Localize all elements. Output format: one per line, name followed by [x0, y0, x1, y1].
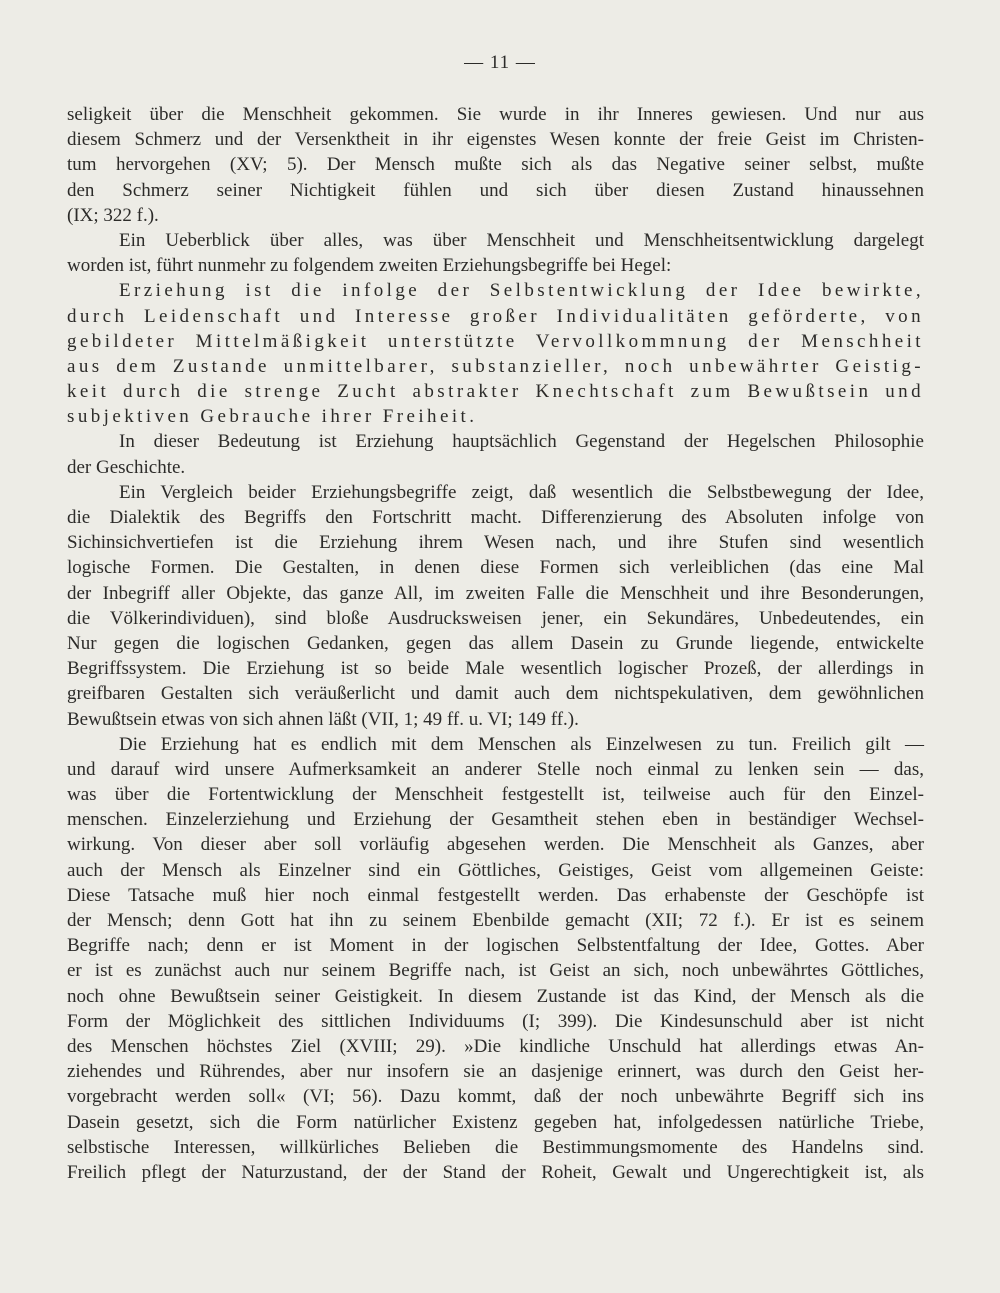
page-number: — 11 —: [464, 52, 536, 73]
text-line: logische Formen. Die Gestalten, in denen diese Formen sich verleiblichen (das eine Mal: [67, 557, 924, 579]
text-line: der Geschichte.: [67, 456, 186, 478]
text-line: Form der Möglichkeit des sittlichen Individuums (I; 399). Die Kindesunschuld aber ist nicht: [67, 1010, 924, 1032]
text-line: Sichinsichvertiefen ist die Erziehung ihrem Wesen nach, und ihre Stufen sind wesentlich: [67, 532, 924, 554]
text-line: Ein Vergleich beider Erziehungsbegriffe zeigt, daß wesentlich die Selbstbewegung der Idee,: [119, 481, 924, 503]
text-line: Begriffe nach; denn er ist Moment in der logischen Selbstentfaltung der Idee, Gottes. Aber: [67, 935, 924, 957]
text-line: der Inbegriff aller Objekte, das ganze All, im zweiten Falle die Menschheit und ihre Besonderungen,: [67, 582, 924, 604]
text-line: den Schmerz seiner Nichtigkeit fühlen und sich über diesen Zustand hinaussehnen: [67, 179, 924, 201]
text-line: noch ohne Bewußtsein seiner Geistigkeit. In diesem Zustande ist das Kind, der Mensch als die: [67, 985, 924, 1007]
text-line: was über die Fortentwicklung der Menschheit festgestellt ist, teilweise auch für den Einzel-: [67, 784, 924, 806]
text-line: vorgebracht werden soll« (VI; 56). Dazu kommt, daß der noch unbewährte Begriff sich ins: [67, 1086, 924, 1108]
body-text: [67, 102, 924, 1185]
text-line: In dieser Bedeutung ist Erziehung hauptsächlich Gegenstand der Hegelschen Philosophie: [119, 431, 924, 453]
text-line: Freilich pflegt der Naturzustand, der der Stand der Roheit, Gewalt und Ungerechtigkeit ist, als: [67, 1161, 924, 1183]
text-line: Diese Tatsache muß hier noch einmal festgestellt werden. Das erhabenste der Geschöpfe ist: [67, 884, 924, 906]
text-line: keit durch die strenge Zucht abstrakter Knechtschaft zum Bewußtsein und: [67, 381, 924, 403]
text-line: er ist es zunächst auch nur seinem Begriffe nach, ist Geist an sich, noch unbewährtes Göttliches,: [67, 960, 924, 982]
text-line: der Mensch; denn Gott hat ihn zu seinem Ebenbilde gemacht (XII; 72 f.). Er ist es seinem: [67, 910, 924, 931]
text-line: Erziehung ist die infolge der Selbstentwicklung der Idee bewirkte,: [119, 280, 924, 302]
text-line: seligkeit über die Menschheit gekommen. Sie wurde in ihr Inneres gewiesen. Und nur aus: [67, 104, 924, 125]
text-line: die Dialektik des Begriffs den Fortschritt macht. Differenzierung des Absoluten infolge von: [67, 507, 924, 528]
text-line: worden ist, führt nunmehr zu folgendem zweiten Erziehungsbegriffe bei Hegel:: [67, 255, 672, 277]
text-line: Die Erziehung hat es endlich mit dem Menschen als Einzelwesen zu tun. Freilich gilt —: [119, 733, 924, 755]
text-line: auch der Mensch als Einzelner sind ein Göttliches, Geistiges, Geist vom allgemeinen Geiste:: [67, 859, 924, 881]
text-line: die Völkerindividuen), sind bloße Ausdrucksweisen jener, ein Sekundäres, Unbedeutendes, ein: [67, 607, 924, 629]
text-line: (IX; 322 f.).: [67, 204, 159, 226]
text-line: Ein Ueberblick über alles, was über Menschheit und Menschheitsentwicklung dargelegt: [119, 229, 924, 251]
text-line: ziehendes und Rührendes, aber nur insofern sie an dasjenige erinnert, was durch den Geist her-: [67, 1061, 924, 1083]
text-line: und darauf wird unsere Aufmerksamkeit an anderer Stelle noch einmal zu lenken sein — das,: [67, 758, 924, 780]
text-line: Nur gegen die logischen Gedanken, gegen das allem Dasein zu Grunde liegende, entwickelte: [67, 632, 924, 654]
text-line: Bewußtsein etwas von sich ahnen läßt (VII, 1; 49 ff. u. VI; 149 ff.).: [67, 708, 579, 730]
text-line: greifbaren Gestalten sich veräußerlicht und damit auch dem nichtspekulativen, dem gewöhnlichen: [67, 683, 924, 705]
text-line: des Menschen höchstes Ziel (XVIII; 29). »Die kindliche Unschuld hat allerdings etwas An-: [67, 1035, 924, 1057]
text-line: Begriffssystem. Die Erziehung ist so beide Male wesentlich logischer Prozeß, der allerdings in: [67, 658, 924, 680]
text-line: selbstische Interessen, willkürliches Belieben die Bestimmungsmomente des Handelns sind.: [67, 1136, 924, 1158]
text-line: gebildeter Mittelmäßigkeit unterstützte Vervollkommnung der Menschheit: [67, 330, 924, 352]
text-line: durch Leidenschaft und Interesse großer Individualitäten geförderte, von: [67, 305, 924, 327]
text-line: tum hervorgehen (XV; 5). Der Mensch mußte sich als das Negative seiner selbst, mußte: [67, 154, 924, 176]
text-line: subjektiven Gebrauche ihrer Freiheit.: [67, 406, 478, 428]
text-line: wirkung. Von dieser aber soll vorläufig abgesehen werden. Die Menschheit als Ganzes, aber: [67, 834, 924, 856]
text-line: Dasein gesetzt, sich die Form natürlicher Existenz gegeben hat, infolgedessen natürliche Triebe,: [67, 1111, 924, 1133]
text-line: aus dem Zustande unmittelbarer, substanzieller, noch unbewährter Geistig-: [67, 355, 924, 377]
text-line: diesem Schmerz und der Versenktheit in ihr eigenstes Wesen konnte der freie Geist im Christen-: [67, 129, 924, 151]
text-line: menschen. Einzelerziehung und Erziehung der Gesamtheit stehen eben in beständiger Wechsel-: [67, 809, 924, 831]
